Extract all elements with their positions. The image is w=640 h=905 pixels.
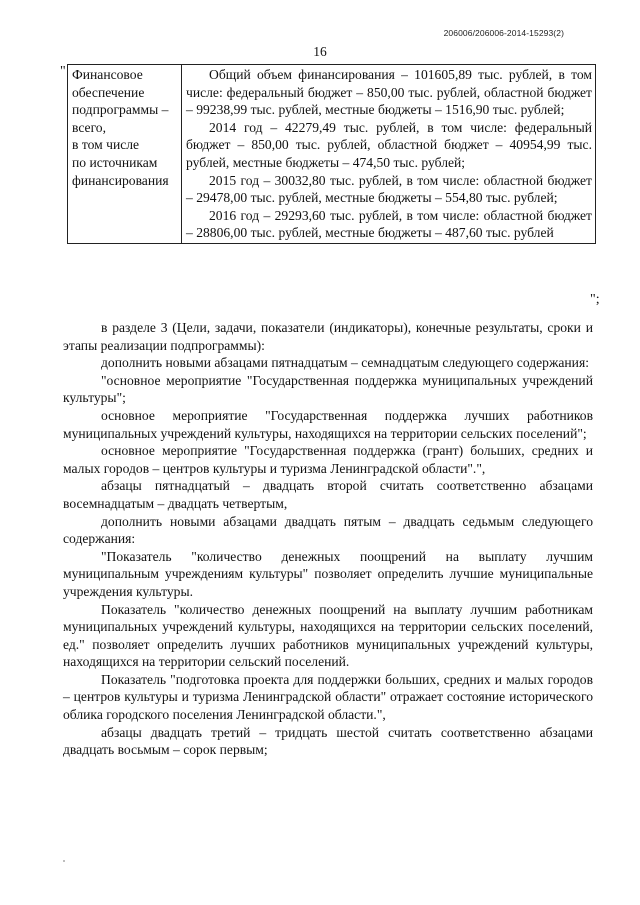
body-paragraph: дополнить новыми абзацами пятнадцатым – семнадцатым следующего содержания: [101, 355, 589, 371]
page-number: 16 [313, 44, 327, 59]
body-paragraph: основное мероприятие "Государственная поддержка (грант) больших, средних и малых городов – центров культуры и туризма Ленинградской области".", [63, 443, 593, 476]
financing-2014-paragraph: 2014 год – 42279,49 тыс. рублей, в том числе: федеральный бюджет – 850,00 тыс. рублей, областной бюджет – 40954,99 тыс. рублей, местные бюджеты – 474,50 тыс. рублей; [186, 119, 592, 170]
label-line: финансирования [72, 172, 169, 188]
body-paragraph: Показатель "подготовка проекта для поддержки больших, средних и малых городов – центров культуры и туризма Ленинградской области" отражает состояние исторического облика городского поселения Ленинградской области.", [63, 671, 593, 723]
body-paragraph: в разделе 3 (Цели, задачи, показатели (индикаторы), конечные результаты, сроки и этапы реализации подпрограммы): [63, 320, 593, 353]
table-row [68, 65, 596, 244]
financing-value-cell [182, 65, 596, 244]
label-line: по источникам [72, 154, 158, 170]
body-paragraph: "Показатель "количество денежных поощрений на выплату лучшим муниципальным учреждениям культуры" позволяет определить лучшие муниципальные учреждения культуры. [63, 548, 593, 599]
label-line: Финансовое [72, 67, 143, 82]
opening-quote: " [60, 64, 66, 79]
closing-quote: "; [590, 292, 600, 307]
body-paragraph: Показатель "количество денежных поощрений на выплату лучшим работникам муниципальных учреждений культуры, находящихся на территории сельских поселений, ед." позволяет определить лучших работников муниципальных учреждений культуры, находящихся на территории сельский поселений. [63, 601, 593, 670]
label-line: подпрограммы – [72, 102, 169, 118]
body-text [63, 319, 593, 759]
financing-2016-paragraph: 2016 год – 29293,60 тыс. рублей, в том числе: областной бюджет – 28806,00 тыс. рублей, местные бюджеты – 487,60 тыс. рублей [186, 207, 592, 241]
body-paragraph: основное мероприятие "Государственная поддержка лучших работников муниципальных учреждений культуры, находящихся на территории сельских поселений"; [63, 407, 593, 441]
body-paragraph: абзацы двадцать третий – тридцать шестой считать соответственно абзацами двадцать восьмым – сорок первым; [63, 724, 593, 758]
body-paragraph: "основное мероприятие "Государственная поддержка муниципальных учреждений культуры"; [63, 372, 593, 406]
financing-table [67, 64, 596, 244]
financing-total-paragraph: Общий объем финансирования – 101605,89 тыс. рублей, в том числе: федеральный бюджет – 850,00 тыс. рублей, областной бюджет – 99238,99 тыс. рублей, местные бюджеты – 1516,90 тыс. рублей; [186, 67, 592, 118]
document-id: 206006/206006-2014-15293(2) [443, 28, 564, 38]
body-paragraph: дополнить новыми абзацами двадцать пятым – двадцать седьмым следующего содержания: [63, 513, 593, 547]
financing-label-cell [68, 65, 182, 244]
scan-speck [63, 860, 65, 862]
label-line: всего, [72, 119, 107, 135]
label-line: обеспечение [72, 84, 145, 100]
body-paragraph: абзацы пятнадцатый – двадцать второй считать соответственно абзацами восемнадцатым – двадцать четвертым, [63, 478, 593, 511]
financing-2015-paragraph: 2015 год – 30032,80 тыс. рублей, в том числе: областной бюджет – 29478,00 тыс. рублей, местные бюджеты – 554,80 тыс. рублей; [186, 172, 592, 206]
label-line: в том числе [72, 137, 140, 153]
